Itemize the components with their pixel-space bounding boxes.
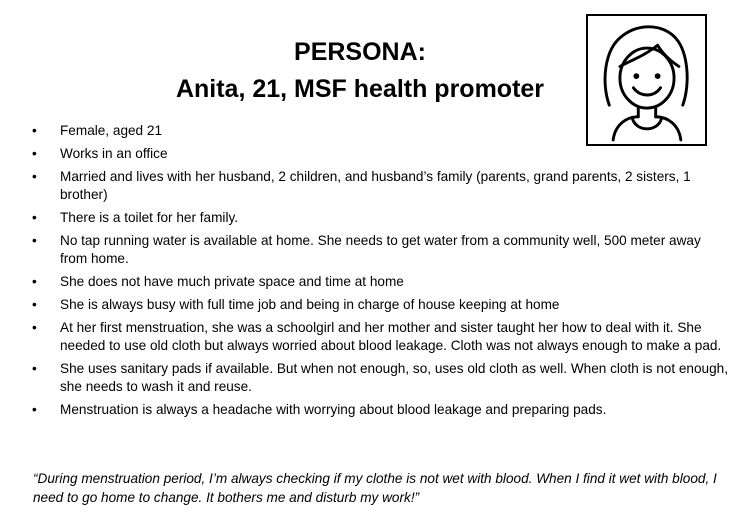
bullet-glyph: • (32, 320, 37, 335)
title-line-2: Anita, 21, MSF health promoter (175, 75, 545, 103)
bullet-glyph: • (32, 233, 37, 248)
bullet-glyph: • (32, 210, 37, 225)
list-item (30, 145, 730, 163)
list-item-text: Menstruation is always a headache with worrying about blood leakage and preparing pads. (60, 402, 607, 417)
list-item-text: There is a toilet for her family. (60, 210, 239, 225)
list-item-text: Works in an office (60, 146, 168, 161)
list-item-text: Married and lives with her husband, 2 children, and husband’s family (parents, grand parents, 2 sisters, 1 brother) (60, 169, 691, 202)
page-title (100, 34, 620, 108)
list-item (30, 209, 730, 227)
list-item (30, 273, 730, 291)
bullet-glyph: • (32, 123, 37, 138)
title-line-1: PERSONA: (294, 38, 426, 66)
list-item (30, 232, 730, 268)
list-item (30, 401, 730, 419)
bullet-glyph: • (32, 274, 37, 289)
bullet-glyph: • (32, 402, 37, 417)
list-item-text: She is always busy with full time job and being in charge of house keeping at home (60, 297, 560, 312)
bullet-glyph: • (32, 169, 37, 184)
list-item (30, 296, 730, 314)
list-item-text: Female, aged 21 (60, 123, 163, 138)
list-item-text: No tap running water is available at home. She needs to get water from a community well, 500 meter away from home. (60, 233, 701, 266)
list-item (30, 122, 730, 140)
bullet-glyph: • (32, 297, 37, 312)
bullet-glyph: • (32, 361, 37, 376)
list-item (30, 168, 730, 204)
list-item-text: At her first menstruation, she was a schoolgirl and her mother and sister taught her how to deal with it. She needed to use old cloth but always worried about blood leakage. Cloth was not always enough to make a pad. (60, 320, 722, 353)
list-item (30, 360, 730, 396)
bullet-glyph: • (32, 146, 37, 161)
persona-details-list (30, 122, 730, 424)
list-item (30, 319, 730, 355)
list-item-text: She uses sanitary pads if available. But when not enough, so, uses old cloth as well. When cloth is not enough, she needs to wash it and reuse. (60, 361, 729, 394)
list-item-text: She does not have much private space and time at home (60, 274, 404, 289)
persona-quote: “During menstruation period, I’m always checking if my clothe is not wet with blood. When I find it wet with blood, I need to go home to change. It bothers me and disturb my work!” (33, 471, 717, 505)
